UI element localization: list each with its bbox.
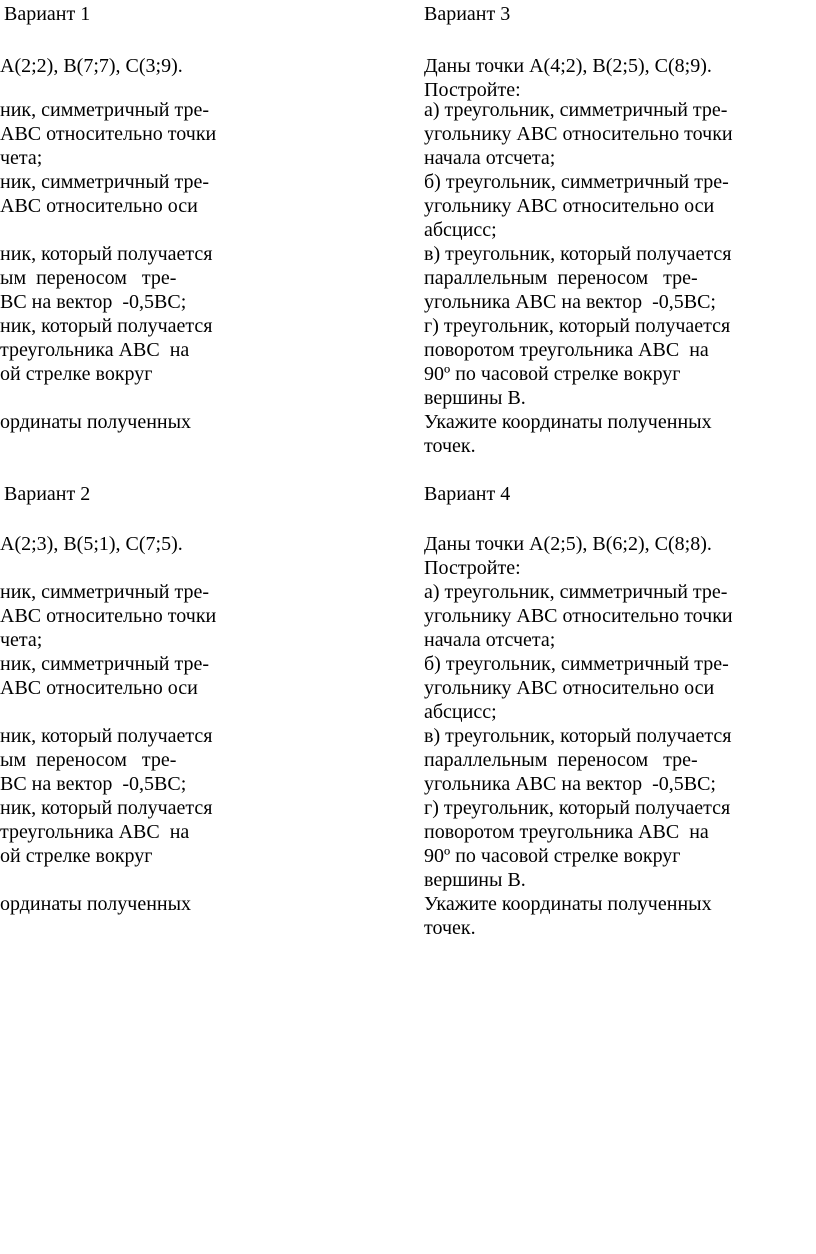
variant-4-line: Постройте: <box>424 557 521 579</box>
variant-4-line: начала отсчета; <box>424 629 556 651</box>
variant-4-title: Вариант 4 <box>424 483 511 505</box>
variant-3-line: абсцисс; <box>424 219 497 241</box>
variant-2-line: АВС относительно точки <box>0 605 217 627</box>
variant-1-line: АВС относительно точки <box>0 123 217 145</box>
variant-3-line: Даны точки А(4;2), В(2;5), С(8;9). <box>424 55 712 77</box>
variant-3-line: Укажите координаты полученных <box>424 411 712 433</box>
variant-2-line: ник, который получается <box>0 725 213 747</box>
variant-2-line: ВС на вектор -0,5ВС; <box>0 773 187 795</box>
variant-4-line: угольника АВС на вектор -0,5ВС; <box>424 773 716 795</box>
variant-4-line: поворотом треугольника АВС на <box>424 821 709 843</box>
variant-2-line: ник, который получается <box>0 797 213 819</box>
variant-1-line: ВС на вектор -0,5ВС; <box>0 291 187 313</box>
variant-1-line: ник, симметричный тре- <box>0 99 210 121</box>
variant-4-line: угольнику АВС относительно оси <box>424 677 715 699</box>
variant-3-line: поворотом треугольника АВС на <box>424 339 709 361</box>
variant-4-line: точек. <box>424 917 476 939</box>
variant-1-line: ой стрелке вокруг <box>0 363 153 385</box>
variant-2-line: ым переносом тре- <box>0 749 177 771</box>
variant-2-line: ой стрелке вокруг <box>0 845 153 867</box>
variant-2-line: чета; <box>0 629 43 651</box>
variant-2-line: ординаты полученных <box>0 893 192 915</box>
variant-1-line: А(2;2), В(7;7), С(3;9). <box>0 55 183 77</box>
variant-4-line: в) треугольник, который получается <box>424 725 732 747</box>
variant-1-line: ник, симметричный тре- <box>0 171 210 193</box>
variant-1-title: Вариант 1 <box>4 3 91 25</box>
variant-3-line: угольнику АВС относительно точки <box>424 123 733 145</box>
variant-4-line: б) треугольник, симметричный тре- <box>424 653 729 675</box>
variant-1-line: АВС относительно оси <box>0 195 198 217</box>
variant-1-line: ым переносом тре- <box>0 267 177 289</box>
variant-4-line: угольнику АВС относительно точки <box>424 605 733 627</box>
variant-3-title: Вариант 3 <box>424 3 511 25</box>
variant-3-line: г) треугольник, который получается <box>424 315 731 337</box>
variant-3-line: параллельным переносом тре- <box>424 267 698 289</box>
variant-3-line: б) треугольник, симметричный тре- <box>424 171 729 193</box>
variant-3-line: точек. <box>424 435 476 457</box>
variant-1-line: треугольника АВС на <box>0 339 190 361</box>
variant-2-line: А(2;3), В(5;1), С(7;5). <box>0 533 183 555</box>
variant-1-line: ординаты полученных <box>0 411 192 433</box>
variant-3-line: Постройте: <box>424 79 521 101</box>
variant-2-title: Вариант 2 <box>4 483 91 505</box>
variant-3-line: в) треугольник, который получается <box>424 243 732 265</box>
variant-4-line: параллельным переносом тре- <box>424 749 698 771</box>
variant-2-line: ник, симметричный тре- <box>0 581 210 603</box>
variant-2-line: АВС относительно оси <box>0 677 198 699</box>
variant-4-line: 90º по часовой стрелке вокруг <box>424 845 681 867</box>
variant-4-line: Укажите координаты полученных <box>424 893 712 915</box>
variant-2-line: ник, симметричный тре- <box>0 653 210 675</box>
variant-4-line: вершины В. <box>424 869 526 891</box>
variant-4-line: абсцисс; <box>424 701 497 723</box>
variant-2-line: треугольника АВС на <box>0 821 190 843</box>
variant-3-line: угольнику АВС относительно оси <box>424 195 715 217</box>
variant-1-line: чета; <box>0 147 43 169</box>
variant-4-line: Даны точки А(2;5), В(6;2), С(8;8). <box>424 533 712 555</box>
variant-3-line: начала отсчета; <box>424 147 556 169</box>
variant-4-line: а) треугольник, симметричный тре- <box>424 581 728 603</box>
variant-1-line: ник, который получается <box>0 243 213 265</box>
variant-4-line: г) треугольник, который получается <box>424 797 731 819</box>
variant-3-line: а) треугольник, симметричный тре- <box>424 99 728 121</box>
variant-3-line: угольника АВС на вектор -0,5ВС; <box>424 291 716 313</box>
variant-1-line: ник, который получается <box>0 315 213 337</box>
variant-3-line: 90º по часовой стрелке вокруг <box>424 363 681 385</box>
variant-3-line: вершины В. <box>424 387 526 409</box>
